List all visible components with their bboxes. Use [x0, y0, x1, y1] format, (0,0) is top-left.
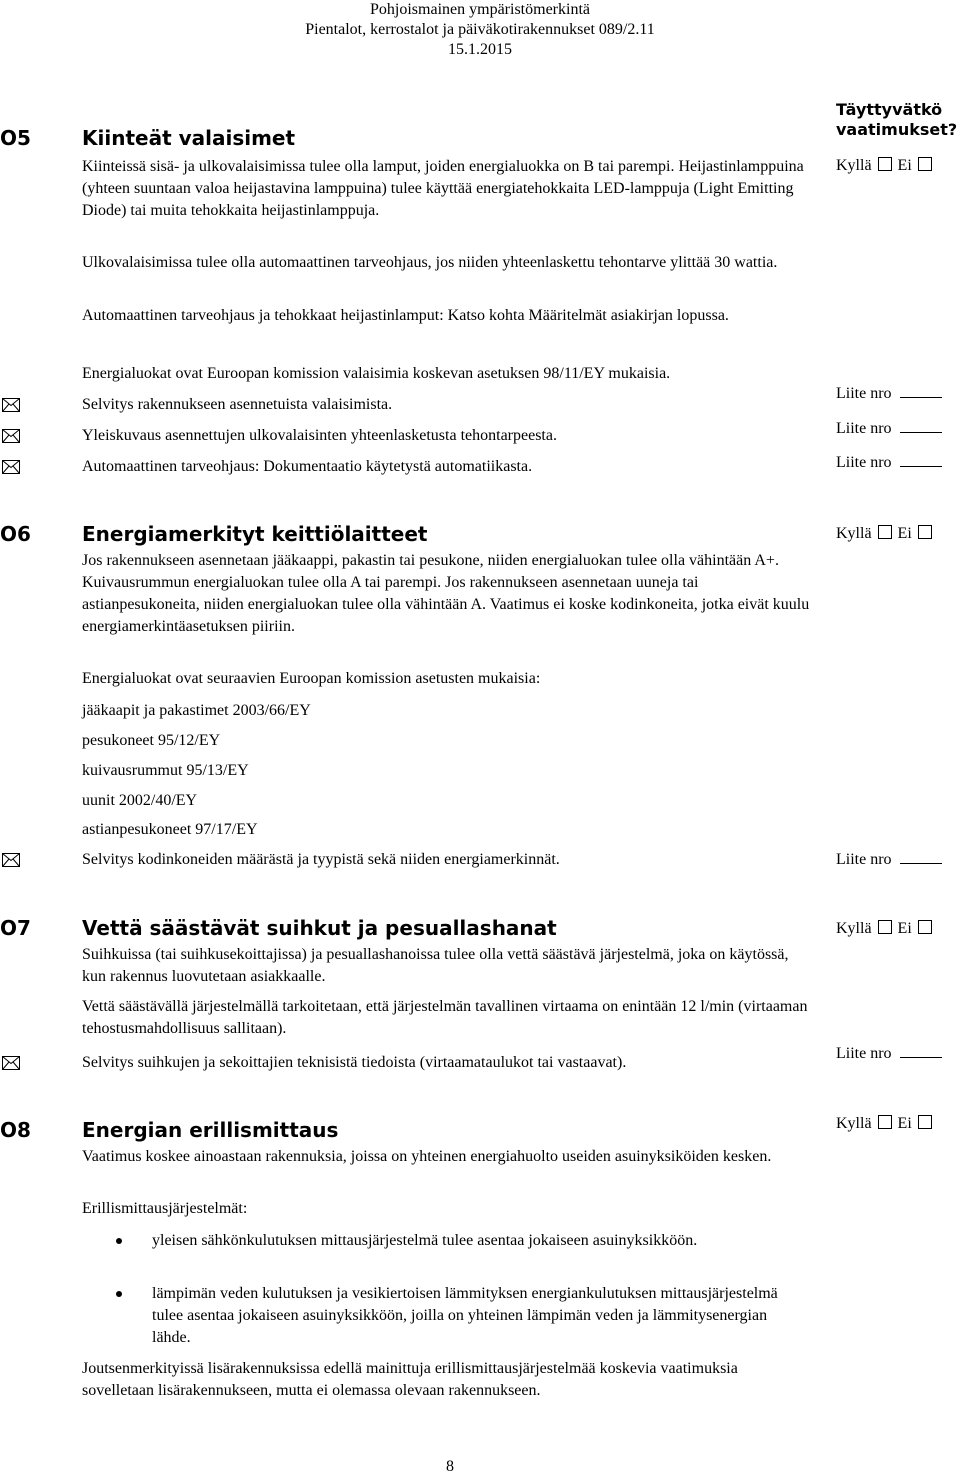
o6-list-item: uunit 2002/40/EY — [82, 792, 198, 809]
no-checkbox[interactable] — [918, 157, 932, 171]
section-title-o7: Vettä säästävät suihkut ja pesuallashanat — [82, 916, 557, 940]
no-label: Ei — [897, 920, 912, 937]
liite-label: Liite nro — [836, 1045, 892, 1062]
yes-checkbox[interactable] — [878, 525, 892, 539]
o7-paragraph-1: Suihkuissa (tai suihkusekoittajissa) ja pesuallashanoissa tulee olla vettä säästävä järjestelmä, joka on käytössä, kun rakennus luovutetaan asiakkaalle. — [82, 946, 789, 985]
liite-field-o5-1[interactable] — [836, 384, 942, 404]
bullet-icon — [116, 1291, 122, 1297]
liite-field-o5-2[interactable] — [836, 419, 942, 439]
section-title-o8: Energian erillismittaus — [82, 1118, 339, 1142]
section-code-o7: O7 — [0, 916, 31, 940]
liite-field-o5-3[interactable] — [836, 453, 942, 473]
kylla-ei-o5 — [836, 156, 934, 176]
o5-documentation-3: Automaattinen tarveohjaus: Dokumentaatio käytetystä automatiikasta. — [82, 458, 533, 475]
section-title-o6: Energiamerkityt keittiölaitteet — [82, 522, 428, 546]
liite-label: Liite nro — [836, 454, 892, 471]
yes-checkbox[interactable] — [878, 157, 892, 171]
liite-label: Liite nro — [836, 385, 892, 402]
yes-label: Kyllä — [836, 525, 872, 542]
attachment-number-line — [900, 1045, 942, 1058]
o5-documentation-1: Selvitys rakennukseen asennetuista valaisimista. — [82, 396, 393, 413]
liite-label: Liite nro — [836, 420, 892, 437]
requirements-heading-line2: vaatimukset? — [836, 120, 958, 139]
envelope-icon — [2, 1056, 20, 1070]
attachment-number-line — [900, 385, 942, 398]
attachment-number-line — [900, 420, 942, 433]
o6-list-item: astianpesukoneet 97/17/EY — [82, 821, 258, 838]
o5-paragraph-1: Kiinteissä sisä- ja ulkovalaisimissa tulee olla lamput, joiden energialuokka on B tai parempi. Heijastinlamppuina (yhteen suuntaan valoa heijastavina lamppuina) tulee käyttää energiatehokkaita LED-lamppuja (Light Emitting Diode) tai muita tehokkaita heijastinlamppuja. — [82, 158, 804, 219]
o6-paragraph-2: Energialuokat ovat seuraavien Euroopan komission asetusten mukaisia: — [82, 670, 541, 687]
o8-bullet-1: yleisen sähkönkulutuksen mittausjärjestelmä tulee asentaa jokaiseen asuinyksikköön. — [152, 1232, 698, 1249]
doc-header-organization: Pohjoismainen ympäristömerkintä — [370, 1, 590, 18]
yes-label: Kyllä — [836, 920, 872, 937]
o6-list-item: pesukoneet 95/12/EY — [82, 732, 221, 749]
o7-documentation-1: Selvitys suihkujen ja sekoittajien teknisistä tiedoista (virtaamataulukot tai vastaavat). — [82, 1054, 627, 1071]
section-code-o8: O8 — [0, 1118, 31, 1142]
yes-checkbox[interactable] — [878, 920, 892, 934]
liite-field-o7[interactable] — [836, 1044, 942, 1064]
attachment-number-line — [900, 454, 942, 467]
o5-paragraph-3: Automaattinen tarveohjaus ja tehokkaat heijastinlamput: Katso kohta Määritelmät asiakirjan lopussa. — [82, 307, 729, 324]
section-code-o5: O5 — [0, 126, 31, 150]
envelope-icon — [2, 460, 20, 474]
o5-documentation-2: Yleiskuvaus asennettujen ulkovalaisinten yhteenlasketusta tehontarpeesta. — [82, 427, 557, 444]
o8-paragraph-3: Joutsenmerkityissä lisärakennuksissa edellä mainittuja erillismittausjärjestelmää koskevia vaatimuksia sovelletaan lisärakennukseen, mutta ei olemassa olevaan rakennukseen. — [82, 1360, 738, 1399]
doc-header-date: 15.1.2015 — [448, 41, 512, 58]
page-number: 8 — [446, 1458, 454, 1475]
o8-paragraph-2: Erillismittausjärjestelmät: — [82, 1200, 248, 1217]
no-label: Ei — [897, 157, 912, 174]
liite-label: Liite nro — [836, 851, 892, 868]
kylla-ei-o7 — [836, 919, 934, 939]
o6-paragraph-1: Jos rakennukseen asennetaan jääkaappi, pakastin tai pesukone, niiden energialuokan tulee olla vähintään A+. Kuivausrummun energialuokan tulee olla A tai parempi. Jos rakennukseen asennetaan uuneja tai astianpesukoneita, niiden energialuokan tulee olla vähintään A. Vaatimus ei koske kodinkoneita, jotka eivät kuulu energiamerkintäasetuksen piiriin. — [82, 552, 810, 635]
o7-paragraph-2: Vettä säästävällä järjestelmällä tarkoitetaan, että järjestelmän tavallinen virtaama on enintään 12 l/min (virtaaman tehostusmahdollisuus sallitaan). — [82, 998, 808, 1037]
no-checkbox[interactable] — [918, 1115, 932, 1129]
o6-documentation-1: Selvitys kodinkoneiden määrästä ja tyypistä sekä niiden energiamerkinnät. — [82, 851, 560, 868]
kylla-ei-o8 — [836, 1114, 934, 1134]
no-label: Ei — [897, 525, 912, 542]
attachment-number-line — [900, 851, 942, 864]
requirements-heading-line1: Täyttyvätkö — [836, 100, 943, 119]
section-title-o5: Kiinteät valaisimet — [82, 126, 296, 150]
bullet-icon — [116, 1238, 122, 1244]
yes-checkbox[interactable] — [878, 1115, 892, 1129]
o8-bullet-2: lämpimän veden kulutuksen ja vesikiertoisen lämmityksen energiankulutuksen mittausjärjestelmä tulee asentaa jokaiseen asuinyksikköön, joilla on yhteinen lämpimän veden ja lämmitysenergian lähde. — [152, 1285, 778, 1346]
envelope-icon — [2, 853, 20, 867]
envelope-icon — [2, 429, 20, 443]
yes-label: Kyllä — [836, 157, 872, 174]
o6-list-item: jääkaapit ja pakastimet 2003/66/EY — [82, 702, 311, 719]
o6-list-item: kuivausrummut 95/13/EY — [82, 762, 249, 779]
no-checkbox[interactable] — [918, 525, 932, 539]
section-code-o6: O6 — [0, 522, 31, 546]
yes-label: Kyllä — [836, 1115, 872, 1132]
no-checkbox[interactable] — [918, 920, 932, 934]
doc-header-title: Pientalot, kerrostalot ja päiväkotirakennukset 089/2.11 — [305, 21, 655, 38]
envelope-icon — [2, 398, 20, 412]
o5-paragraph-2: Ulkovalaisimissa tulee olla automaattinen tarveohjaus, jos niiden yhteenlaskettu tehontarve ylittää 30 wattia. — [82, 254, 778, 271]
liite-field-o6[interactable] — [836, 850, 942, 870]
no-label: Ei — [897, 1115, 912, 1132]
o5-paragraph-4: Energialuokat ovat Euroopan komission valaisimia koskevan asetuksen 98/11/EY mukaisia. — [82, 365, 671, 382]
o8-paragraph-1: Vaatimus koskee ainoastaan rakennuksia, joissa on yhteinen energiahuolto useiden asuinyksiköiden kesken. — [82, 1148, 772, 1165]
kylla-ei-o6 — [836, 524, 934, 544]
